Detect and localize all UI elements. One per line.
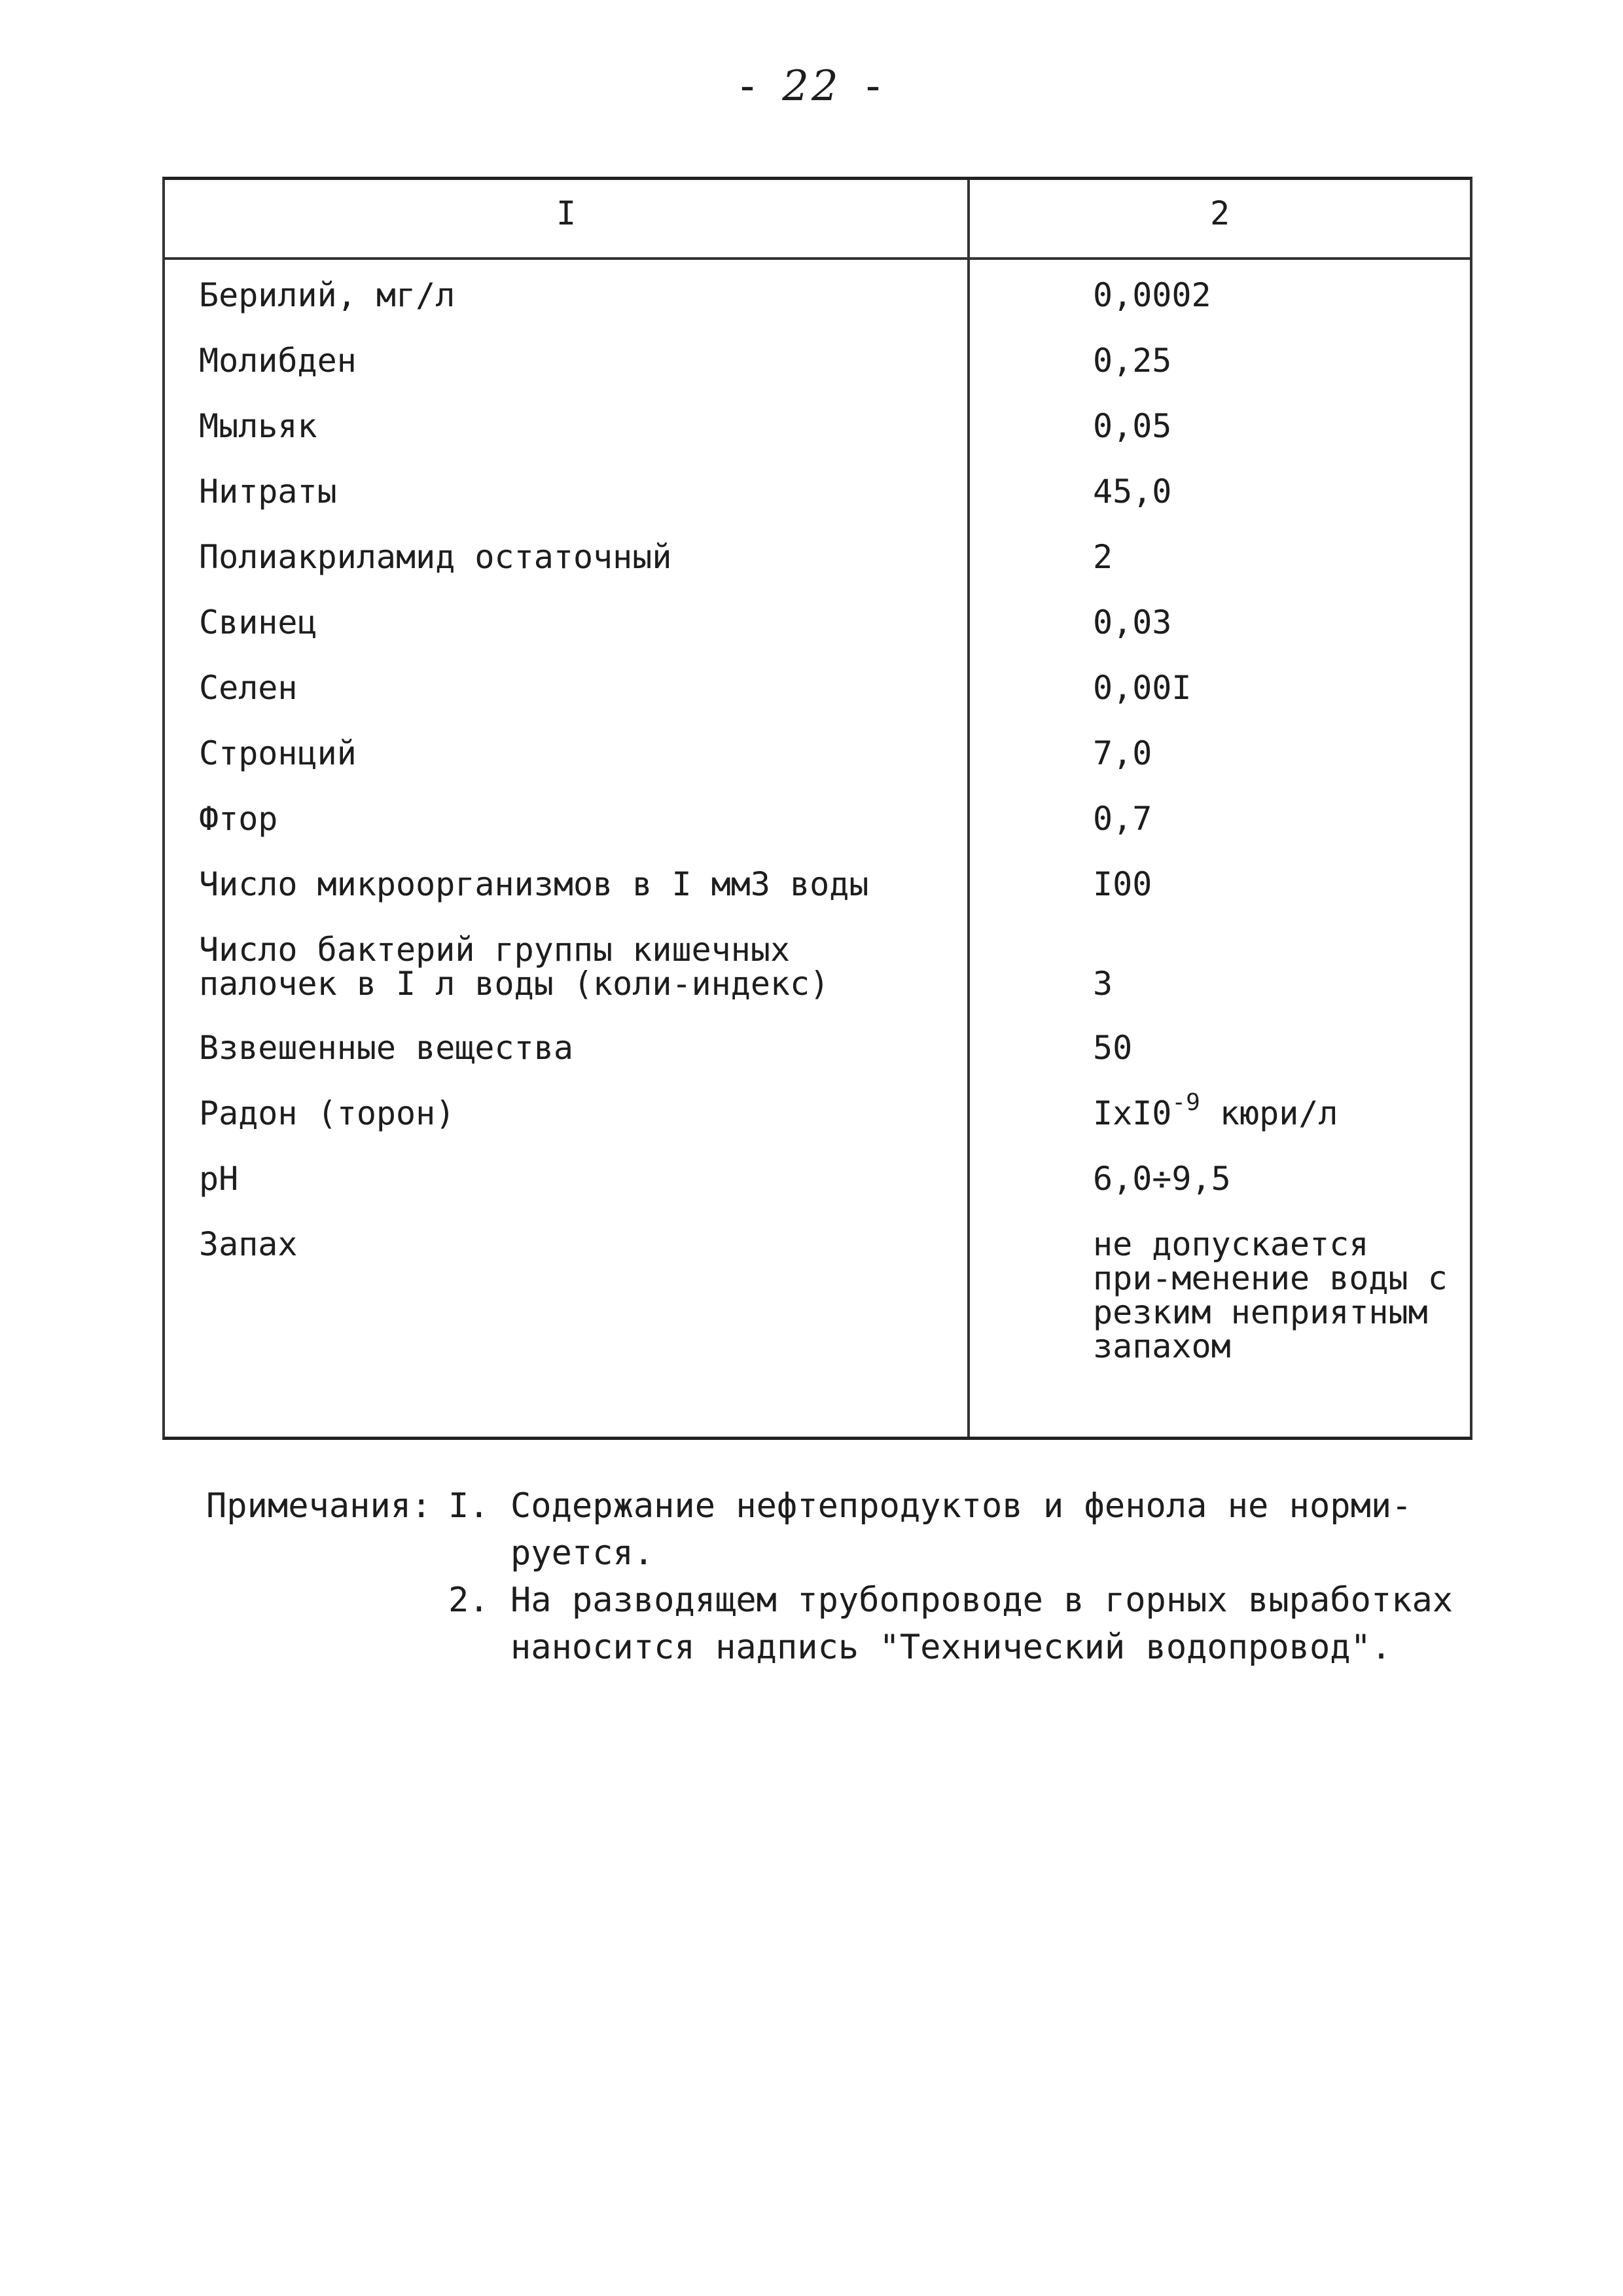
page-number-value: 22 [782, 62, 841, 111]
parameter-name: Число бактерий группы кишечных палочек в I л воды (коли-индекс) [199, 931, 830, 1003]
parameter-value: 3 [1093, 965, 1113, 1003]
parameter-value: 0,03 [1093, 603, 1172, 641]
column-header-1: I [556, 194, 577, 232]
note-1-number: I. [448, 1486, 490, 1526]
radon-value-exponent: -9 [1171, 1089, 1200, 1116]
radon-value-unit: кюри/л [1200, 1094, 1338, 1132]
parameter-name: Запах [199, 1225, 298, 1263]
parameter-value: 0,7 [1093, 800, 1152, 838]
parameter-name: Полиакриламид остаточный [199, 538, 672, 576]
page-number-dash-right: - [860, 62, 889, 111]
parameter-value: 0,00I [1093, 669, 1192, 707]
parameter-value: 2 [1093, 538, 1113, 576]
parameter-value: 0,25 [1093, 342, 1172, 380]
note-2-line-1 [206, 1577, 1454, 1624]
note-2-text-continued: наносится надпись "Технический водопровод". [510, 1628, 1392, 1667]
parameter-value: 45,0 [1093, 473, 1172, 511]
notes-section [206, 1482, 1454, 1671]
parameter-name: Селен [199, 669, 298, 707]
table-header-row [165, 180, 1470, 260]
parameter-name: Фтор [199, 800, 278, 838]
parameter-value: I00 [1093, 865, 1152, 903]
notes-label: Примечания: [206, 1486, 432, 1526]
note-1-line-1 [206, 1482, 1450, 1530]
column-header-2: 2 [1209, 194, 1230, 232]
note-1-text: Содержание нефтепродуктов и фенола не норми- [510, 1486, 1412, 1526]
radon-value-base: IxI0 [1093, 1094, 1172, 1132]
parameter-name: Берилий, мг/л [199, 276, 455, 314]
parameter-value: 0,05 [1093, 407, 1172, 445]
column-divider [967, 180, 970, 1437]
note-2-text: На разводящем трубопроводе в горных выработках [510, 1581, 1454, 1620]
page-number [0, 62, 1623, 111]
parameter-value: 50 [1093, 1029, 1133, 1067]
parameter-value [1093, 1089, 1459, 1132]
note-2-line-2 [206, 1624, 1450, 1671]
parameter-value: 7,0 [1093, 734, 1152, 772]
parameter-name: Нитраты [199, 473, 337, 511]
parameter-value: 6,0÷9,5 [1093, 1160, 1231, 1198]
parameter-name: рН [199, 1160, 239, 1198]
page-number-dash-left: - [734, 62, 763, 111]
parameter-name: Радон (торон) [199, 1094, 455, 1132]
norms-table [162, 177, 1472, 1440]
parameter-name: Число микроорганизмов в I мм3 воды [199, 865, 869, 903]
parameter-name: Свинец [199, 603, 317, 641]
parameter-name: Молибден [199, 342, 357, 380]
note-2-number: 2. [448, 1581, 490, 1620]
parameter-name: Мыльяк [199, 407, 317, 445]
note-1-text-continued: руется. [510, 1534, 654, 1573]
note-1-line-2 [206, 1530, 1450, 1577]
parameter-value: не допускается при-менение воды с резким неприятным запахом [1093, 1225, 1467, 1365]
parameter-value: 0,0002 [1093, 276, 1211, 314]
parameter-name: Стронций [199, 734, 357, 772]
parameter-name: Взвешенные вещества [199, 1029, 573, 1067]
